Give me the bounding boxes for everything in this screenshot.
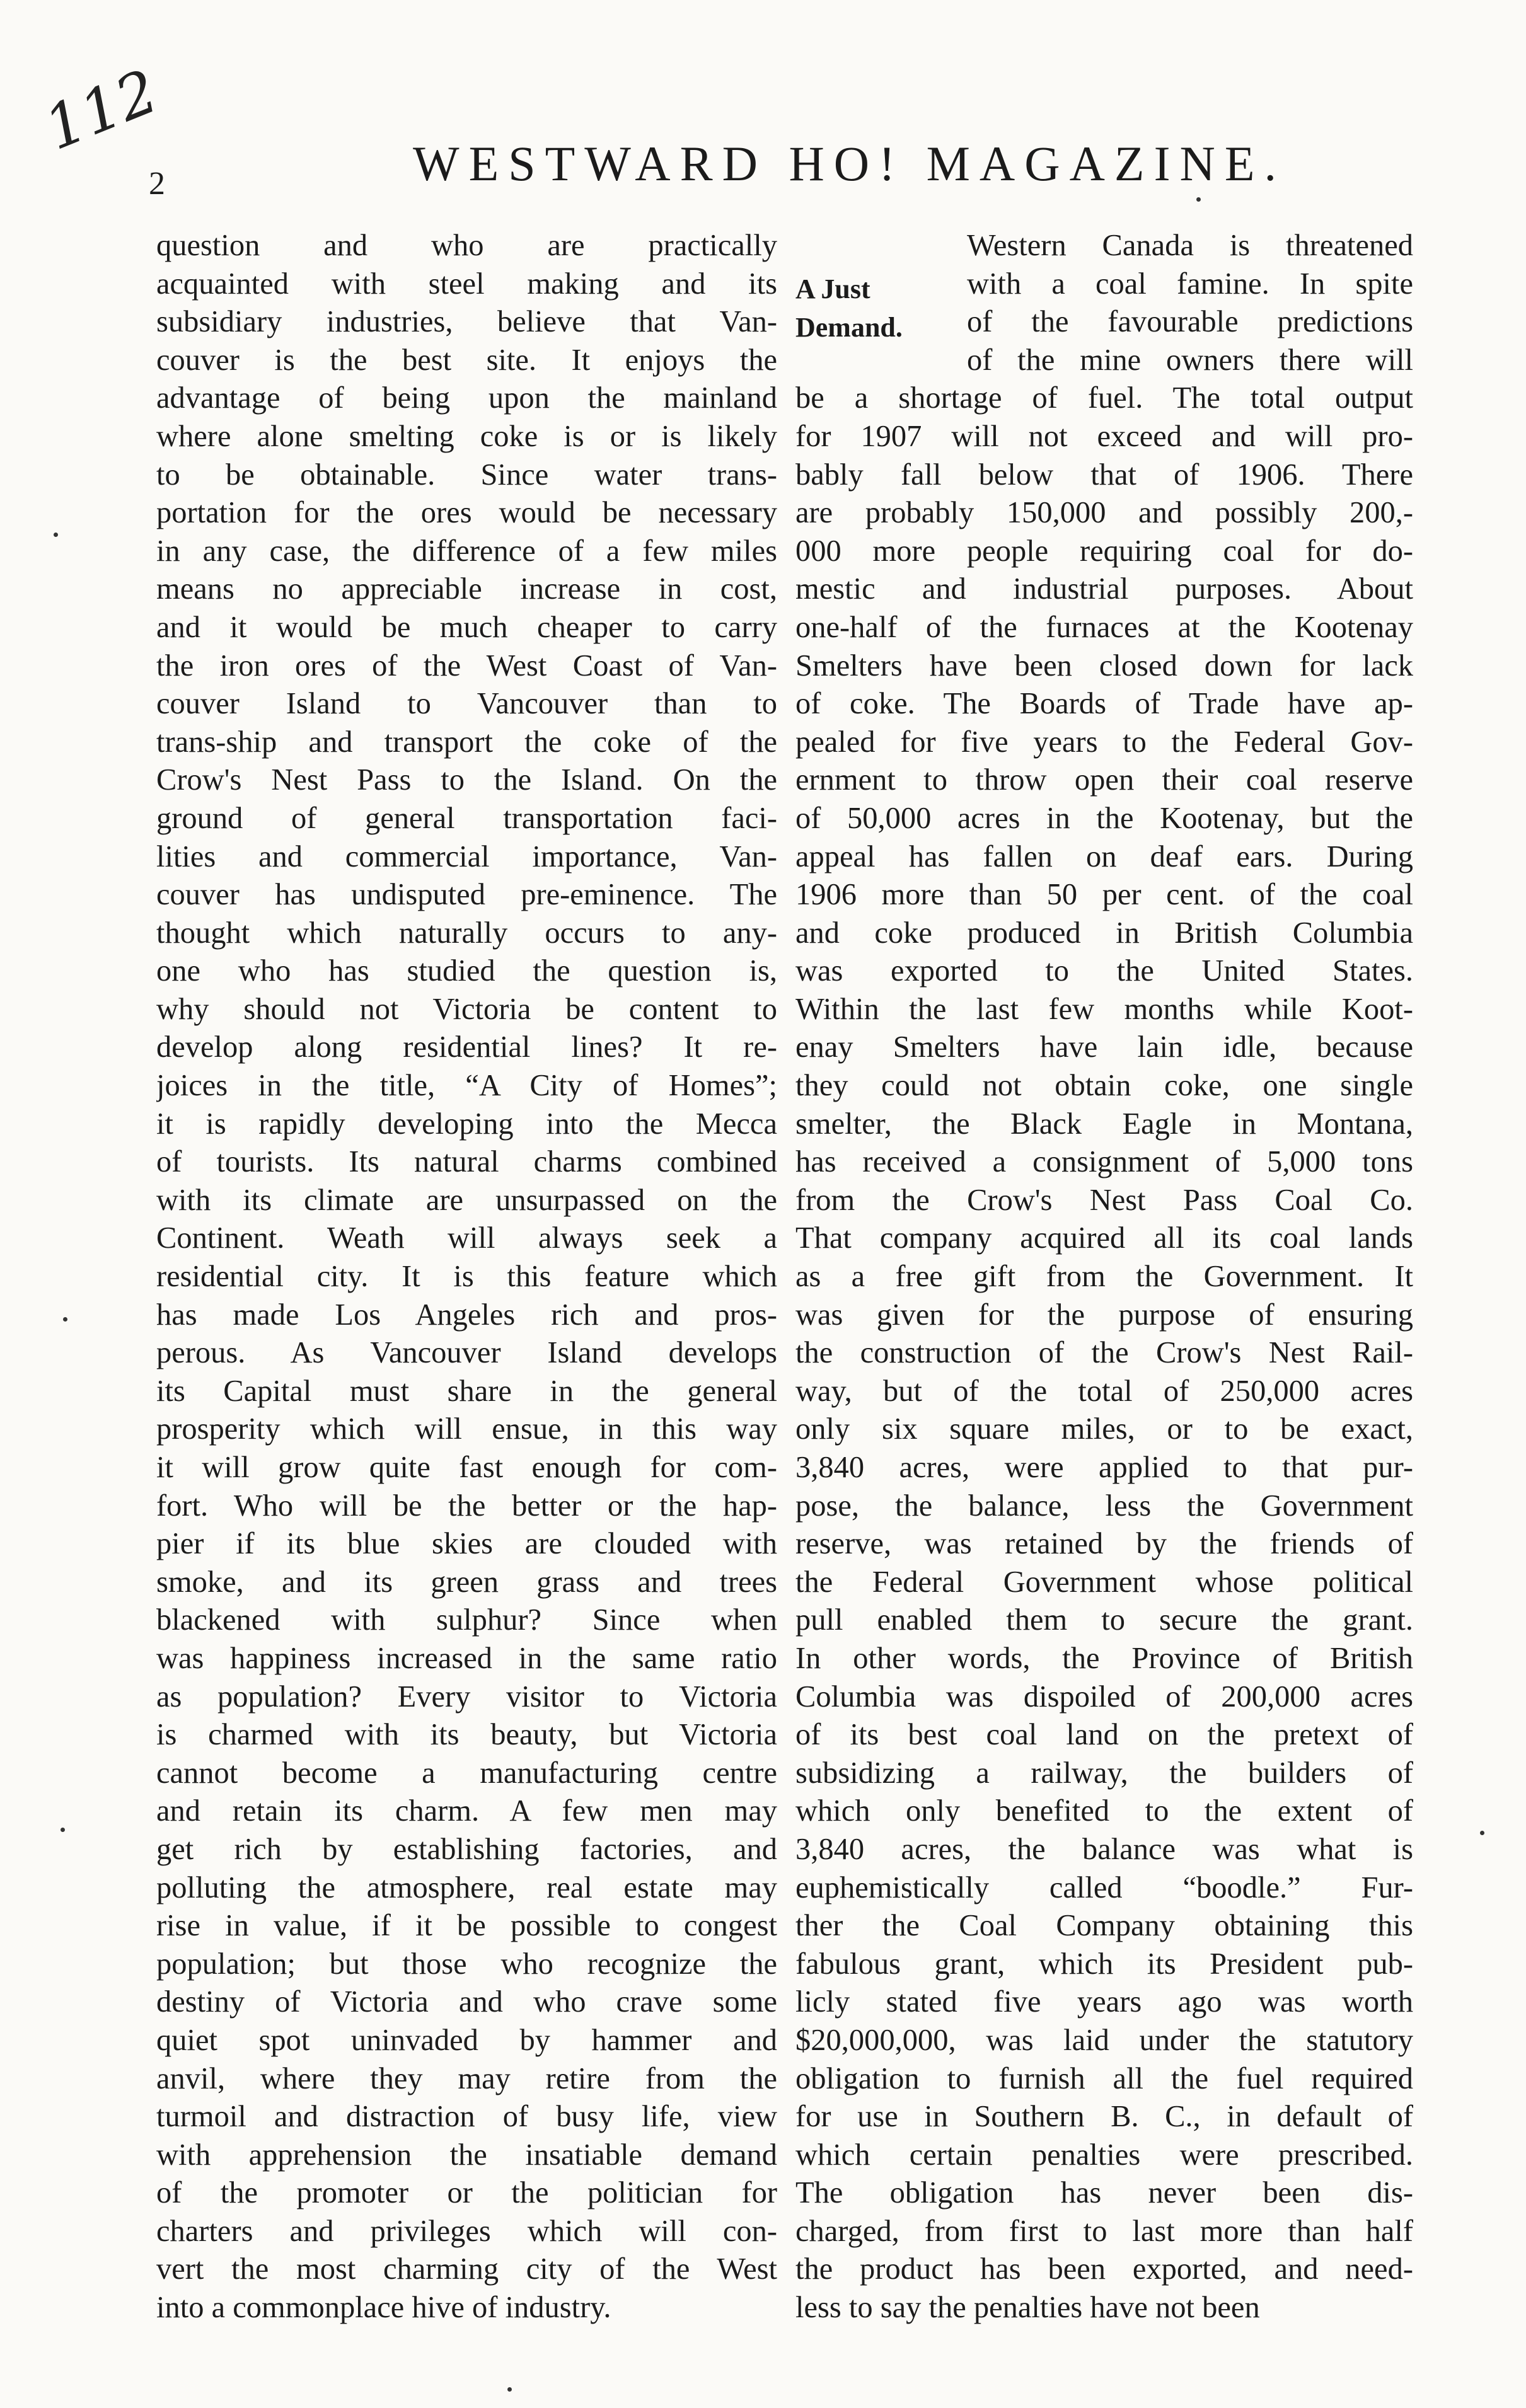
text-line: joices in the title, “A City of Homes”; (156, 1069, 777, 1103)
text-line: pose, the balance, less the Government (795, 1489, 1413, 1523)
text-line: quiet spot uninvaded by hammer and (156, 2023, 777, 2057)
text-line: Within the last few months while Koot- (795, 992, 1413, 1026)
margin-speck (63, 1317, 67, 1322)
text-line: anvil, where they may retire from the (156, 2061, 777, 2095)
text-line: acquainted with steel making and its (156, 267, 777, 301)
text-line: of coke. The Boards of Trade have ap- (795, 687, 1413, 721)
text-line: Columbia was dispoiled of 200,000 acres (795, 1679, 1413, 1714)
text-line: to be obtainable. Since water trans- (156, 458, 777, 492)
text-line: was exported to the United States. (795, 954, 1413, 988)
text-line: Crow's Nest Pass to the Island. On the (156, 763, 777, 797)
text-line: the product has been exported, and need- (795, 2252, 1413, 2286)
text-line: be a shortage of fuel. The total output (795, 381, 1413, 415)
text-line: appeal has fallen on deaf ears. During (795, 839, 1413, 873)
text-line: subsidizing a railway, the builders of (795, 1756, 1413, 1790)
text-line: bably fall below that of 1906. There (795, 458, 1413, 492)
text-line: perous. As Vancouver Island develops (156, 1336, 777, 1370)
text-line: fabulous grant, which its President pub- (795, 1947, 1413, 1981)
text-line: the iron ores of the West Coast of Van- (156, 648, 777, 683)
text-line: was happiness increased in the same ratio (156, 1641, 777, 1675)
text-line: rise in value, if it be possible to congest (156, 1909, 777, 1943)
text-line: with a coal famine. In spite (967, 267, 1413, 301)
text-line: ground of general transportation faci- (156, 801, 777, 835)
text-line: smelter, the Black Eagle in Montana, (795, 1107, 1413, 1141)
text-line: pealed for five years to the Federal Gov- (795, 725, 1413, 759)
text-line: That company acquired all its coal lands (795, 1221, 1413, 1255)
text-line: turmoil and distraction of busy life, view (156, 2100, 777, 2134)
text-line: the Federal Government whose political (795, 1565, 1413, 1599)
text-line: mestic and industrial purposes. About (795, 572, 1413, 606)
text-line: has received a consignment of 5,000 tons (795, 1145, 1413, 1179)
handwritten-page-mark: 112 (35, 57, 168, 164)
text-line: with apprehension the insatiable demand (156, 2138, 777, 2172)
text-line: was given for the purpose of ensuring (795, 1298, 1413, 1332)
text-line: couver Island to Vancouver than to (156, 687, 777, 721)
text-line: couver has undisputed pre-eminence. The (156, 878, 777, 912)
text-line: Smelters have been closed down for lack (795, 648, 1413, 683)
right-column (795, 227, 1413, 2327)
running-head: WESTWARD HO! MAGAZINE. (413, 136, 1286, 191)
text-line: which only benefited to the extent of (795, 1794, 1413, 1828)
margin-speck (507, 2387, 512, 2392)
text-line: ther the Coal Company obtaining this (795, 1909, 1413, 1943)
text-line: of the mine owners there will (967, 343, 1413, 377)
text-line: they could not obtain coke, one single (795, 1069, 1413, 1103)
text-line: 3,840 acres, the balance was what is (795, 1832, 1413, 1866)
text-line: Western Canada is threatened (967, 229, 1413, 262)
text-line: means no appreciable increase in cost, (156, 572, 777, 606)
text-line: question and who are practically (156, 229, 777, 262)
text-line: In other words, the Province of British (795, 1641, 1413, 1675)
margin-speck (61, 1828, 65, 1832)
text-line: in any case, the difference of a few miles (156, 534, 777, 568)
text-line: licly stated five years ago was worth (795, 1985, 1413, 2019)
text-line: ernment to throw open their coal reserve (795, 763, 1413, 797)
text-line: from the Crow's Nest Pass Coal Co. (795, 1183, 1413, 1217)
text-line: its Capital must share in the general (156, 1374, 777, 1408)
text-line: develop along residential lines? It re- (156, 1030, 777, 1064)
text-line: of 50,000 acres in the Kootenay, but the (795, 801, 1413, 835)
text-line: 000 more people requiring coal for do- (795, 534, 1413, 568)
text-line: enay Smelters have lain idle, because (795, 1030, 1413, 1064)
text-line: blackened with sulphur? Since when (156, 1603, 777, 1637)
text-line: obligation to furnish all the fuel required (795, 2061, 1413, 2095)
text-line: cannot become a manufacturing centre (156, 1756, 777, 1790)
margin-speck (1480, 1831, 1484, 1835)
text-line: of the promoter or the politician for (156, 2176, 777, 2210)
text-line: charged, from first to last more than half (795, 2214, 1413, 2248)
text-line: and retain its charm. A few men may (156, 1794, 777, 1828)
text-line: 1906 more than 50 per cent. of the coal (795, 878, 1413, 912)
text-line: one who has studied the question is, (156, 954, 777, 988)
text-line: reserve, was retained by the friends of (795, 1527, 1413, 1561)
text-line: charters and privileges which will con- (156, 2214, 777, 2248)
text-line: as a free gift from the Government. It (795, 1260, 1413, 1294)
text-line: advantage of being upon the mainland (156, 381, 777, 415)
text-line: 3,840 acres, were applied to that pur- (795, 1451, 1413, 1484)
text-line: and coke produced in British Columbia (795, 916, 1413, 950)
text-line: which certain penalties were prescribed. (795, 2138, 1413, 2172)
text-line: trans-ship and transport the coke of the (156, 725, 777, 759)
text-line: subsidiary industries, believe that Van- (156, 305, 777, 339)
text-line: of its best coal land on the pretext of (795, 1718, 1413, 1752)
text-line: and it would be much cheaper to carry (156, 610, 777, 644)
text-line: way, but of the total of 250,000 acres (795, 1374, 1413, 1408)
text-line: vert the most charming city of the West (156, 2252, 777, 2286)
text-line: thought which naturally occurs to any- (156, 916, 777, 950)
text-line: The obligation has never been dis- (795, 2176, 1413, 2210)
text-line: population; but those who recognize the (156, 1947, 777, 1981)
side-heading-line: A Just (795, 274, 870, 304)
text-line: where alone smelting coke is or is likely (156, 419, 777, 453)
text-line: are probably 150,000 and possibly 200,- (795, 496, 1413, 530)
text-line: only six square miles, or to be exact, (795, 1412, 1413, 1446)
text-line: fort. Who will be the better or the hap- (156, 1489, 777, 1523)
text-line: for use in Southern B. C., in default of (795, 2100, 1413, 2134)
text-line: lities and commercial importance, Van- (156, 839, 777, 873)
text-line: is charmed with its beauty, but Victoria (156, 1718, 777, 1752)
text-line: for 1907 will not exceed and will pro- (795, 419, 1413, 453)
side-heading-line: Demand. (795, 312, 903, 343)
text-line: it will grow quite fast enough for com- (156, 1451, 777, 1484)
margin-speck (54, 533, 58, 537)
text-line: into a commonplace hive of industry. (156, 2291, 611, 2325)
text-line: why should not Victoria be content to (156, 992, 777, 1026)
text-line: couver is the best site. It enjoys the (156, 343, 777, 377)
text-line: one-half of the furnaces at the Kootenay (795, 610, 1413, 644)
text-line: the construction of the Crow's Nest Rail- (795, 1336, 1413, 1370)
text-line: it is rapidly developing into the Mecca (156, 1107, 777, 1141)
text-line: with its climate are unsurpassed on the (156, 1183, 777, 1217)
text-line: prosperity which will ensue, in this way (156, 1412, 777, 1446)
text-line: pull enabled them to secure the grant. (795, 1603, 1413, 1637)
text-line: Continent. Weath will always seek a (156, 1221, 777, 1255)
text-line: smoke, and its green grass and trees (156, 1565, 777, 1599)
text-line: less to say the penalties have not been (795, 2291, 1260, 2325)
text-line: get rich by establishing factories, and (156, 1832, 777, 1866)
text-line: as population? Every visitor to Victoria (156, 1679, 777, 1714)
text-line: has made Los Angeles rich and pros- (156, 1298, 777, 1332)
text-line: pier if its blue skies are clouded with (156, 1527, 777, 1561)
text-line: polluting the atmosphere, real estate may (156, 1870, 777, 1904)
text-line: residential city. It is this feature which (156, 1260, 777, 1294)
text-line: destiny of Victoria and who crave some (156, 1985, 777, 2019)
text-line: euphemistically called “boodle.” Fur- (795, 1870, 1413, 1904)
page-number: 2 (149, 166, 165, 202)
text-line: of the favourable predictions (967, 305, 1413, 339)
left-column (156, 227, 777, 2327)
text-line: portation for the ores would be necessary (156, 496, 777, 530)
text-line: of tourists. Its natural charms combined (156, 1145, 777, 1179)
text-line: $20,000,000, was laid under the statutory (795, 2023, 1413, 2057)
margin-speck (1196, 197, 1201, 202)
